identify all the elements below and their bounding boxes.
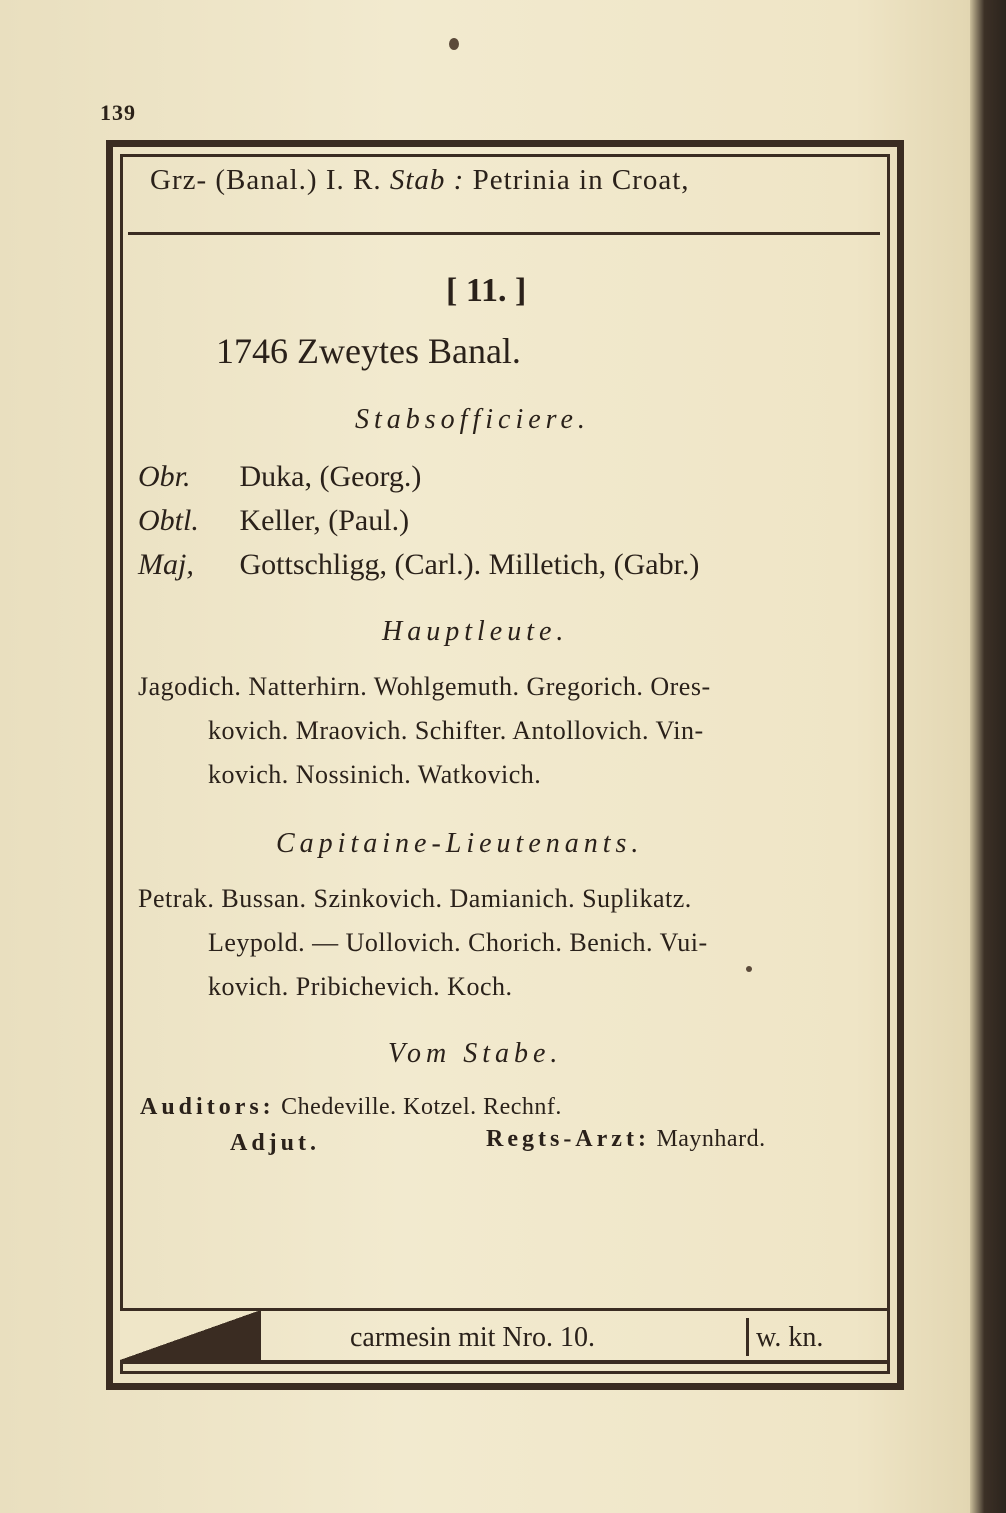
- hauptleute-line: kovich. Nossinich. Watkovich.: [208, 760, 542, 789]
- hauptleute-line: kovich. Mraovich. Schifter. Antollovich. Vin-: [208, 716, 704, 745]
- footer-bottom-rule: [120, 1360, 890, 1364]
- regts-arzt-label: Regts-Arzt:: [486, 1126, 650, 1152]
- officer-names: Duka, (Georg.): [239, 460, 422, 493]
- officer-entry: [138, 548, 699, 582]
- capitaine-lieutenants-line: Leypold. — Uollovich. Chorich. Benich. Vui-: [208, 928, 708, 957]
- running-header: [150, 164, 690, 197]
- section-title: 1746 Zweytes Banal.: [216, 331, 521, 371]
- button-color-note: w. kn.: [756, 1322, 824, 1353]
- footer-divider: [746, 1318, 749, 1356]
- header-location: Petrinia in Croat,: [472, 164, 690, 196]
- header-rule: [128, 232, 880, 235]
- ink-speck: [449, 38, 459, 50]
- officer-names: Keller, (Paul.): [239, 504, 410, 537]
- auditors-names: Chedeville. Kotzel. Rechnf.: [281, 1094, 562, 1120]
- vom-stabe-heading: Vom Stabe.: [388, 1038, 563, 1069]
- regts-arzt-line: [486, 1126, 766, 1153]
- header-regiment: Grz- (Banal.) I. R.: [150, 164, 382, 196]
- header-stab-label: Stab :: [389, 164, 465, 196]
- section-number: [ 11. ]: [446, 272, 527, 309]
- auditors-line: [140, 1094, 562, 1121]
- adjut-label: Adjut.: [230, 1130, 321, 1156]
- facing-color-note: carmesin mit Nro. 10.: [350, 1322, 595, 1353]
- officer-rank: Maj,: [138, 548, 194, 581]
- capitaine-lieutenants-line: kovich. Pribichevich. Koch.: [208, 972, 513, 1001]
- officer-rank: Obtl.: [138, 504, 199, 537]
- hauptleute-line: Jagodich. Natterhirn. Wohlgemuth. Gregorich. Ores-: [138, 672, 711, 701]
- capitaine-lieutenants-heading: Capitaine-Lieutenants.: [276, 828, 644, 859]
- officer-entry: [138, 460, 421, 494]
- stabsofficiere-heading: Stabsofficiere.: [355, 404, 590, 435]
- officer-rank: Obr.: [138, 460, 191, 493]
- capitaine-lieutenants-line: Petrak. Bussan. Szinkovich. Damianich. Suplikatz.: [138, 884, 692, 913]
- book-spine-edge: [970, 0, 1006, 1513]
- page-number: 139: [100, 100, 136, 125]
- auditors-label: Auditors:: [140, 1094, 275, 1120]
- regts-arzt-name: Maynhard.: [656, 1126, 766, 1152]
- uniform-color-swatch: [120, 1311, 261, 1360]
- officer-entry: [138, 504, 409, 538]
- officer-names: Gottschligg, (Carl.). Milletich, (Gabr.): [239, 548, 700, 581]
- hauptleute-heading: Hauptleute.: [382, 616, 569, 647]
